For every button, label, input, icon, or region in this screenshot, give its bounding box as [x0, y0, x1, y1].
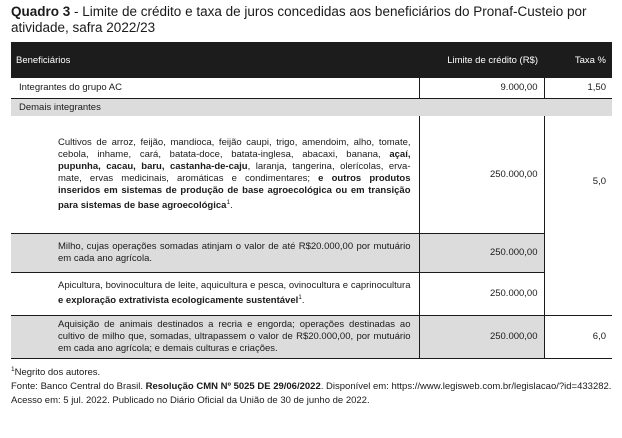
table-row	[11, 78, 612, 99]
row-ac-limite: 9.000,00	[419, 78, 544, 99]
culturas-bold-2: e outros produtos inseridos em sistemas de produção de base agroecológica ou em transição para sistemas de base agroecológica	[58, 172, 411, 212]
footnotes	[11, 363, 612, 408]
footnote-note	[11, 363, 612, 380]
header-taxa: Taxa %	[544, 42, 612, 78]
apicultura-text: Apicultura, bovinocultura de leite, aquicultura e pesca, ovinocultura e caprinocultura	[58, 280, 411, 292]
row-aquisicao-limite: 250.000,00	[419, 316, 544, 359]
credit-table	[11, 42, 612, 359]
table-row	[11, 99, 612, 117]
caption-dash: -	[70, 4, 83, 19]
row-demais-empty-limite	[419, 99, 544, 117]
row-ac-taxa: 1,50	[544, 78, 612, 99]
apicultura-tail: .	[301, 295, 305, 307]
header-limite: Limite de crédito (R$)	[419, 42, 544, 78]
culturas-bold-1: açaí, pupunha, cacau, baru, castanha-de-caju	[58, 148, 411, 172]
caption-text: Limite de crédito e taxa de juros concedidas aos beneficiários do Pronaf-Custeio por atividade, safra 2022/23	[11, 4, 587, 35]
footnote-note-marker: 1	[11, 366, 15, 373]
taxa-group-1	[544, 116, 612, 316]
culturas-text-1: Cultivos de arroz, feijão, mandioca, feijão caupi, trigo, amendoim, alho, tomate, cebola, inhame, cará, batata-doce, batata-inglesa, abacaxi, banana,	[58, 136, 411, 160]
header-beneficiarios: Beneficiários	[11, 42, 419, 78]
document-body	[11, 4, 612, 408]
table-row	[11, 316, 612, 359]
table-row	[11, 273, 612, 316]
footnote-note-text: Negrito dos autores.	[14, 367, 101, 379]
row-aquisicao-desc: Aquisição de animais destinados a recria e engorda; operações destinadas ao cultivo de milho que, somadas, ultrapassem o valor de R$20.000,00, por mutuário em cada ano agrícola; e demais culturas e criações.	[11, 316, 419, 359]
row-aquisicao-taxa: 6,0	[544, 316, 612, 359]
row-culturas-limite: 250.000,00	[419, 116, 544, 234]
row-milho-desc: Milho, cujas operações somadas atinjam o valor de até R$20.000,00 por mutuário em cada ano agrícola.	[11, 234, 419, 273]
table-row	[11, 234, 612, 273]
source-resolution: Resolução CMN Nº 5025 DE 29/06/2022	[145, 381, 321, 393]
row-culturas-desc	[11, 116, 419, 234]
row-apicultura-limite: 250.000,00	[419, 273, 544, 316]
footnote-source	[11, 380, 612, 408]
taxa-group-1-value: 5,0	[592, 175, 606, 187]
footnote-marker: 1	[298, 294, 302, 302]
source-rest: . Disponível em: https://www.legisweb.com.br/legislacao/?id=433282. Acesso em: 5 jul. 2022. Publicado no Diário Oficial da União de 30 de junho de 2022.	[11, 381, 612, 407]
row-apicultura-desc	[11, 273, 419, 316]
header-row	[11, 42, 612, 78]
source-prefix: Fonte: Banco Central do Brasil.	[11, 381, 146, 393]
table-row	[11, 116, 612, 234]
row-demais-label: Demais integrantes	[11, 99, 419, 117]
culturas-tail: .	[230, 200, 233, 212]
apicultura-bold: e exploração extrativista ecologicamente sustentável	[58, 295, 299, 307]
row-ac-label: Integrantes do grupo AC	[11, 78, 419, 99]
culturas-text-2: , laranja, tangerina, olerícolas, erva-mate, ervas medicinais, aromáticas e condimentares;	[58, 160, 411, 184]
caption-prefix: Quadro 3	[11, 4, 71, 19]
table-caption	[11, 4, 612, 36]
row-milho-limite: 250.000,00	[419, 234, 544, 273]
row-demais-empty-taxa	[544, 99, 612, 117]
footnote-marker: 1	[226, 198, 231, 206]
